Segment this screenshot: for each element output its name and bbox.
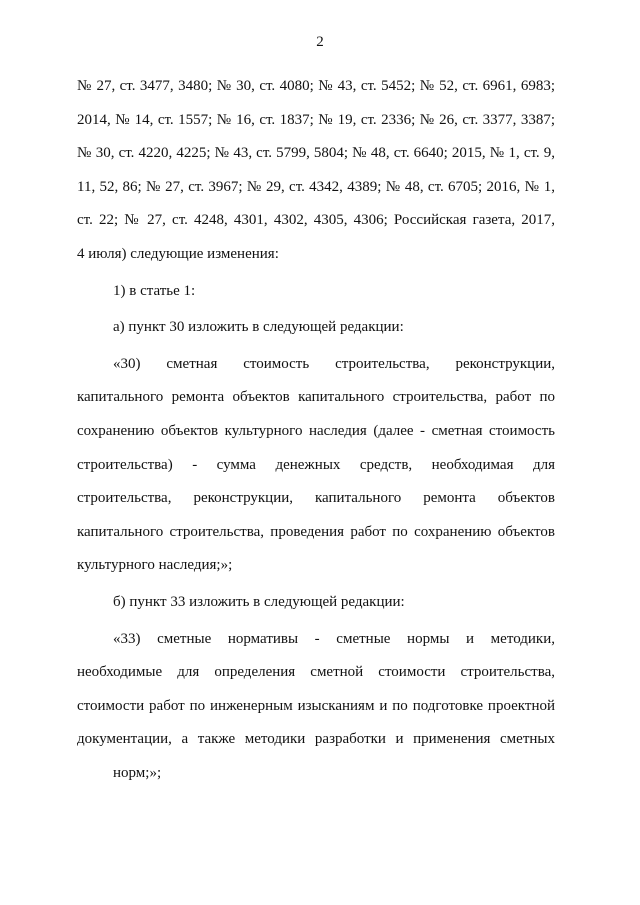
p30-line: строительства, реконструкции, капитального ремонта объектов [77, 490, 555, 507]
p30-line: капитального ремонта объектов капитального строительства, работ по [77, 389, 555, 406]
document-body [77, 70, 555, 790]
p30-line: строительства) - сумма денежных средств, необходимая для [77, 456, 555, 473]
p30-line: капитального строительства, проведения работ по сохранению объектов [77, 523, 555, 540]
page-number: 2 [316, 34, 324, 50]
item-b: б) пункт 33 изложить в следующей редакции: [113, 593, 405, 610]
p33-line: «33) сметные нормативы - сметные нормы и методики, [113, 630, 555, 647]
text-line: 11, 52, 86; № 27, ст. 3967; № 29, ст. 4342, 4389; № 48, ст. 6705; 2016, № 1, [77, 178, 555, 195]
text-line: 2014, № 14, ст. 1557; № 16, ст. 1837; № 19, ст. 2336; № 26, ст. 3377, 3387; [77, 111, 555, 128]
item-1: 1) в статье 1: [113, 282, 196, 299]
text-line: 4 июля) следующие изменения: [77, 245, 279, 262]
text-line: № 30, ст. 4220, 4225; № 43, ст. 5799, 5804; № 48, ст. 6640; 2015, № 1, ст. 9, [77, 145, 555, 162]
p30-line: культурного наследия;»; [77, 557, 233, 574]
text-line: № 27, ст. 3477, 3480; № 30, ст. 4080; № 43, ст. 5452; № 52, ст. 6961, 6983; [77, 78, 555, 94]
p33-line: необходимые для определения сметной стоимости строительства, [77, 664, 555, 681]
text-line: ст. 22; № 27, ст. 4248, 4301, 4302, 4305, 4306; Российская газета, 2017, [77, 212, 555, 229]
p30-line: сохранению объектов культурного наследия (далее - сметная стоимость [77, 422, 555, 439]
item-a: а) пункт 30 изложить в следующей редакции: [113, 319, 404, 336]
p33-line: норм;»; [113, 764, 162, 781]
p30-line: «30) сметная стоимость строительства, реконструкции, [113, 355, 555, 372]
p33-line: стоимости работ по инженерным изысканиям и по подготовке проектной [77, 697, 555, 714]
p33-line: документации, а также методики разработки и применения сметных [77, 731, 555, 748]
